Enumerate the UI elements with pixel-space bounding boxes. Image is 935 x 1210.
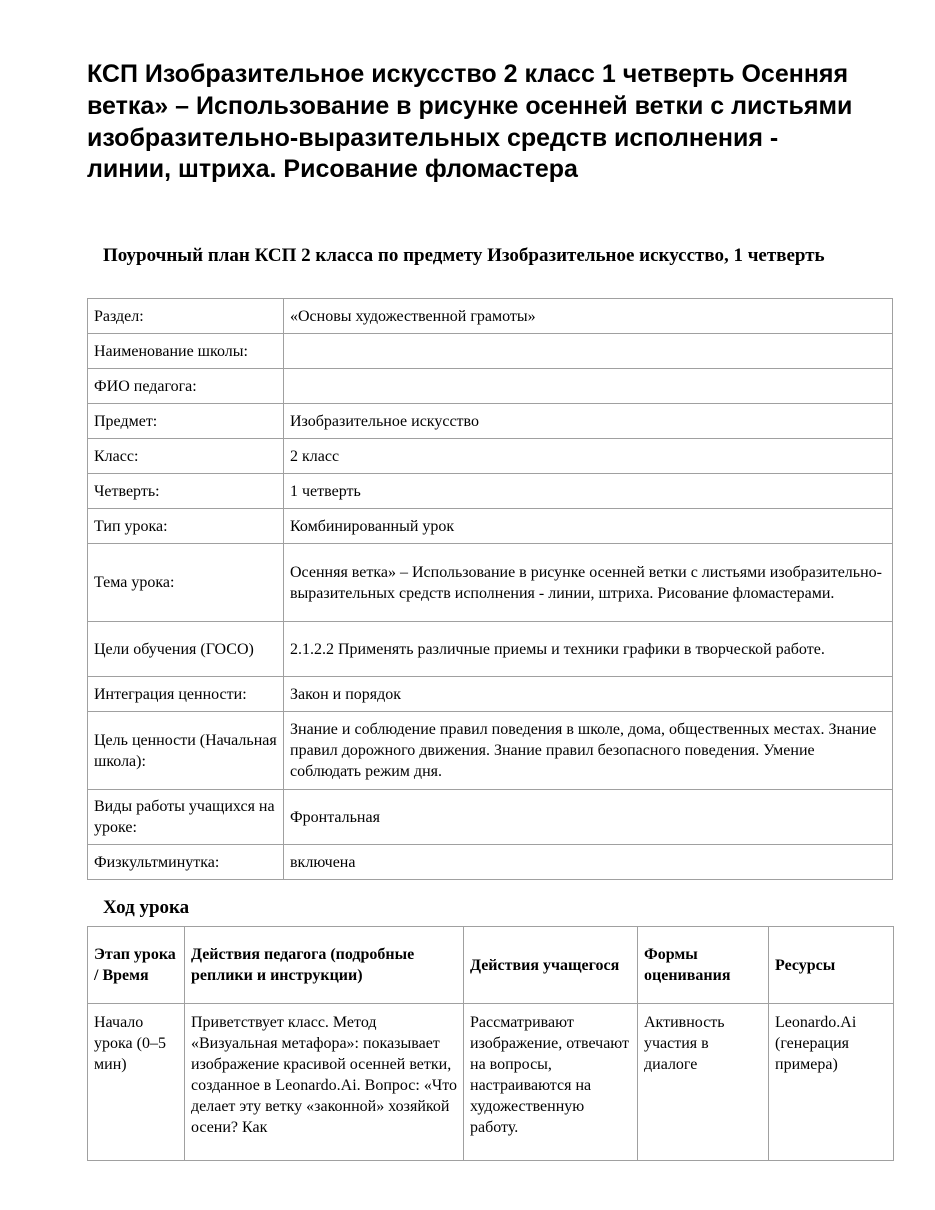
info-value: Изобразительное искусство <box>284 404 893 439</box>
cell-assessment: Активность участия в диалоге <box>638 1004 769 1161</box>
info-label: Цели обучения (ГОСО) <box>88 622 284 677</box>
lesson-flow-table <box>87 926 894 1161</box>
column-header-stage: Этап урока / Время <box>88 927 185 1004</box>
info-label: Наименование школы: <box>88 334 284 369</box>
column-header-teacher-actions: Действия педагога (подробные реплики и инструкции) <box>185 927 464 1004</box>
info-value: Комбинированный урок <box>284 509 893 544</box>
info-value: Знание и соблюдение правил поведения в школе, дома, общественных местах. Знание правил дорожного движения. Знание правил безопасного поведения. Умение соблюдать режим дня. <box>284 712 893 790</box>
column-header-assessment: Формы оценивания <box>638 927 769 1004</box>
info-label: Тема урока: <box>88 544 284 622</box>
info-value <box>284 369 893 404</box>
info-value: включена <box>284 845 893 880</box>
table-row <box>88 1004 894 1161</box>
info-value: Фронтальная <box>284 790 893 845</box>
table-row <box>88 439 893 474</box>
lesson-heading: Ход урока <box>103 897 190 918</box>
info-label: Тип урока: <box>88 509 284 544</box>
table-row <box>88 299 893 334</box>
info-value: Осенняя ветка» – Использование в рисунке осенней ветки с листьями изобразительно-выразительных средств исполнения - линии, штриха. Рисование фломастерами. <box>284 544 893 622</box>
table-row <box>88 622 893 677</box>
info-label: Предмет: <box>88 404 284 439</box>
info-value: «Основы художественной грамоты» <box>284 299 893 334</box>
info-value: 1 четверть <box>284 474 893 509</box>
table-row <box>88 474 893 509</box>
table-row <box>88 544 893 622</box>
info-value: 2 класс <box>284 439 893 474</box>
table-row <box>88 845 893 880</box>
info-value <box>284 334 893 369</box>
table-row <box>88 404 893 439</box>
column-header-resources: Ресурсы <box>769 927 894 1004</box>
cell-resources: Leonardo.Ai (генерация примера) <box>769 1004 894 1161</box>
cell-stage: Начало урока (0–5 мин) <box>88 1004 185 1161</box>
table-row <box>88 334 893 369</box>
plan-heading: Поурочный план КСП 2 класса по предмету Изобразительное искусство, 1 четверть <box>103 245 825 266</box>
info-value: Закон и порядок <box>284 677 893 712</box>
lesson-info-table <box>87 298 893 880</box>
info-label: Класс: <box>88 439 284 474</box>
info-value: 2.1.2.2 Применять различные приемы и техники графики в творческой работе. <box>284 622 893 677</box>
column-header-student-actions: Действия учащегося <box>464 927 638 1004</box>
table-row <box>88 509 893 544</box>
table-row <box>88 677 893 712</box>
info-label: Виды работы учащихся на уроке: <box>88 790 284 845</box>
info-label: Цель ценности (Начальная школа): <box>88 712 284 790</box>
info-label: Физкультминутка: <box>88 845 284 880</box>
table-row <box>88 369 893 404</box>
cell-teacher-actions: Приветствует класс. Метод «Визуальная метафора»: показывает изображение красивой осенней ветки, созданное в Leonardo.Ai. Вопрос: «Что делает эту ветку «законной» хозяйкой осени? Как <box>185 1004 464 1161</box>
info-label: Четверть: <box>88 474 284 509</box>
table-header-row <box>88 927 894 1004</box>
table-row <box>88 712 893 790</box>
info-label: Раздел: <box>88 299 284 334</box>
info-label: Интеграция ценности: <box>88 677 284 712</box>
cell-student-actions: Рассматривают изображение, отвечают на вопросы, настраиваются на художественную работу. <box>464 1004 638 1161</box>
info-label: ФИО педагога: <box>88 369 284 404</box>
table-row <box>88 790 893 845</box>
document-title: КСП Изобразительное искусство 2 класс 1 четверть Осенняя ветка» – Использование в рисунке осенней ветки с листьями изобразительно-выразительных средств исполнения - линии, штриха. Рисование фломастера <box>87 60 853 184</box>
